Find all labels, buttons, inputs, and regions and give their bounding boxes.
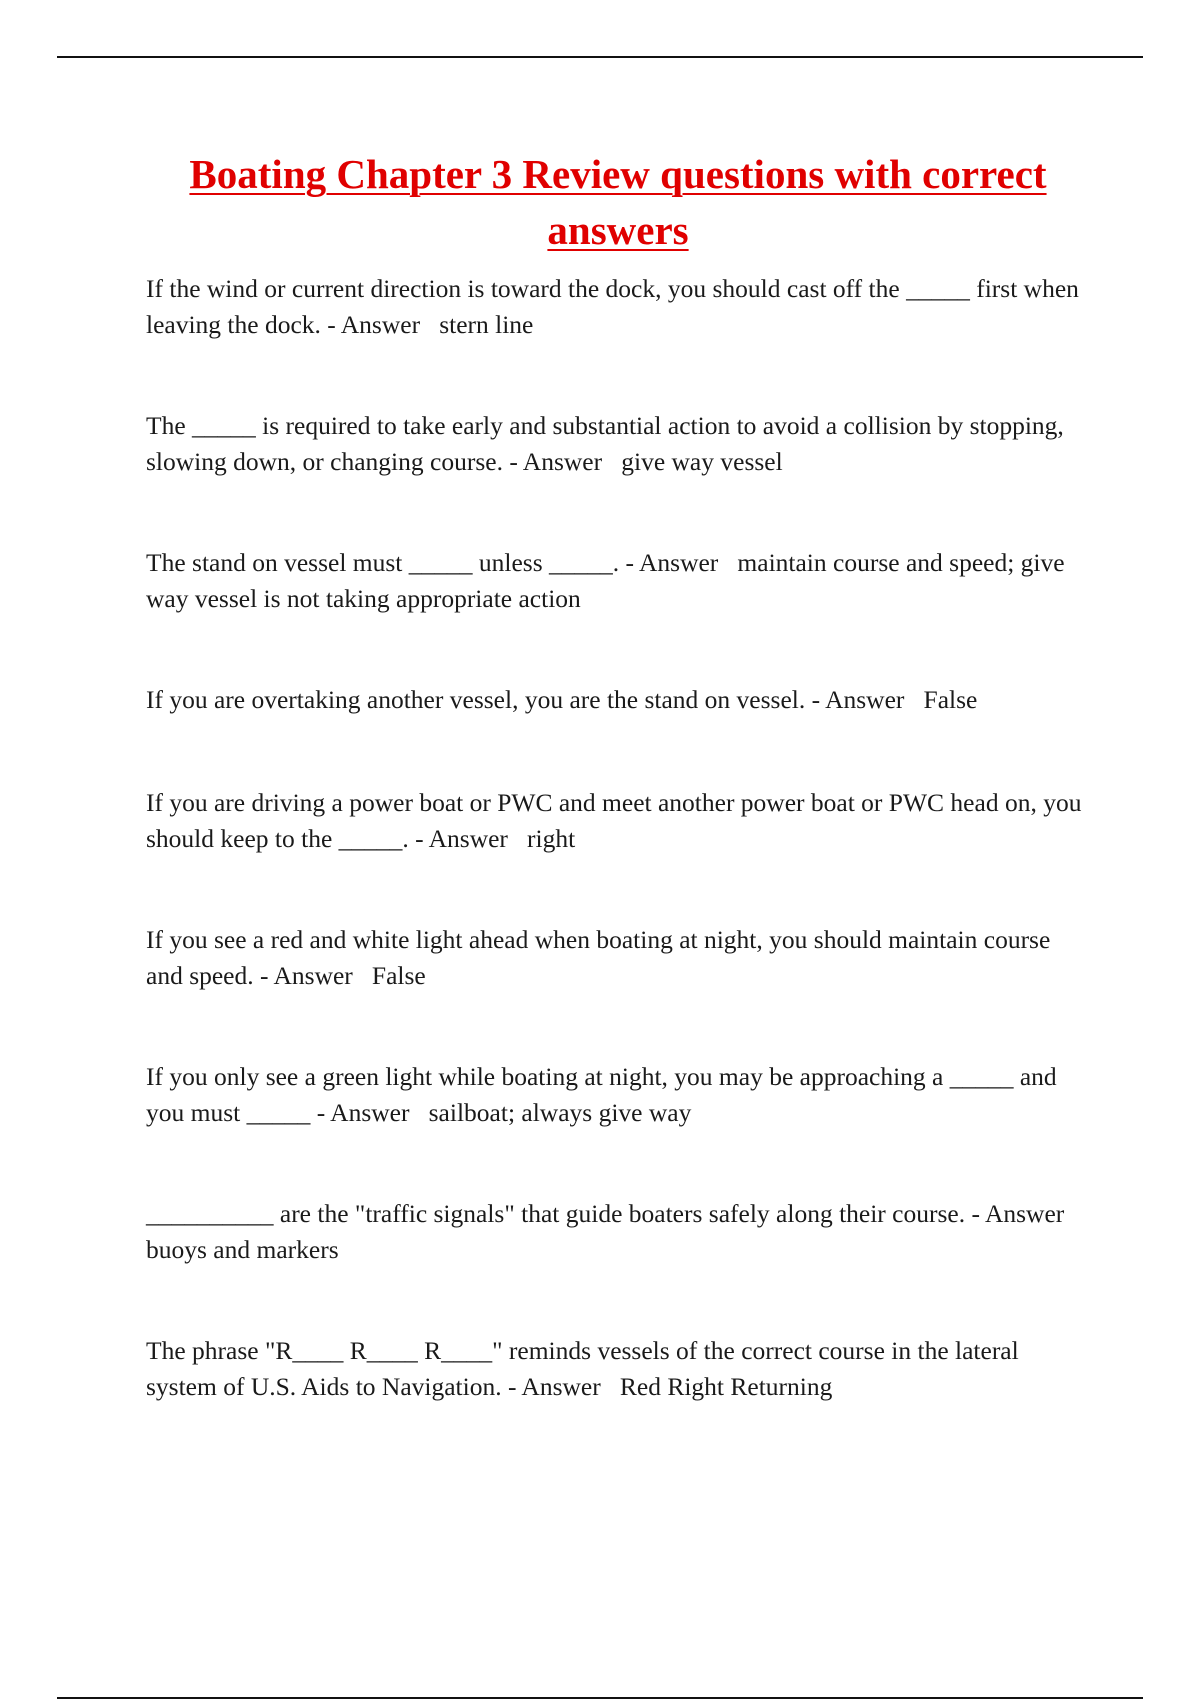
answer-text: Red Right Returning — [619, 1372, 833, 1401]
answer-text: sailboat; always give way — [428, 1098, 692, 1127]
answer-separator: - Answer — [253, 961, 372, 990]
answer-text: False — [371, 961, 426, 990]
question-text: The phrase "R____ R____ R____" reminds vessels of the correct course in the lateral system of U.S. Aids to Navigation. — [146, 1336, 1026, 1401]
answer-separator: - Answer — [408, 824, 528, 853]
answer-text: False — [923, 685, 978, 714]
answer-separator: - Answer — [310, 1098, 429, 1127]
answer-text: give way vessel — [621, 447, 783, 476]
qa-item-4 — [146, 682, 1086, 718]
answer-separator: - Answer — [965, 1199, 1084, 1228]
answer-text: right — [527, 824, 576, 853]
answer-text: maintain course and speed; give way vessel is not taking appropriate action — [146, 548, 1071, 613]
answer-separator: - Answer — [619, 548, 738, 577]
qa-item-5 — [146, 785, 1086, 857]
question-text: If you are driving a power boat or PWC and meet another power boat or PWC head on, you should keep to the _____. — [146, 788, 1088, 853]
qa-item-7 — [146, 1059, 1086, 1131]
answer-text: stern line — [439, 310, 534, 339]
qa-item-6 — [146, 922, 1086, 994]
bottom-rule — [57, 1697, 1143, 1699]
qa-item-2 — [146, 408, 1086, 480]
question-text: If you are overtaking another vessel, you are the stand on vessel. — [146, 685, 806, 714]
question-text: If you only see a green light while boating at night, you may be approaching a _____ and you must _____ — [146, 1062, 1064, 1127]
qa-item-1 — [146, 271, 1086, 343]
answer-separator: - Answer — [501, 1372, 620, 1401]
qa-item-8 — [146, 1196, 1086, 1268]
question-text: __________ are the "traffic signals" that guide boaters safely along their course. — [146, 1199, 966, 1228]
page-title: Boating Chapter 3 Review questions with correct answers — [189, 151, 1047, 253]
qa-item-3 — [146, 545, 1086, 617]
question-text: The _____ is required to take early and substantial action to avoid a collision by stopping, slowing down, or changing course. — [146, 411, 1071, 476]
answer-text: buoys and markers — [146, 1235, 339, 1264]
answer-separator: - Answer — [320, 310, 440, 339]
question-text: The stand on vessel must _____ unless _____. — [146, 548, 620, 577]
question-text: If the wind or current direction is toward the dock, you should cast off the _____ first when leaving the dock. — [146, 274, 1086, 339]
answer-separator: - Answer — [502, 447, 622, 476]
answer-separator: - Answer — [805, 685, 924, 714]
qa-item-9 — [146, 1333, 1086, 1405]
top-rule — [57, 56, 1143, 58]
question-text: If you see a red and white light ahead when boating at night, you should maintain course and speed. — [146, 925, 1057, 990]
